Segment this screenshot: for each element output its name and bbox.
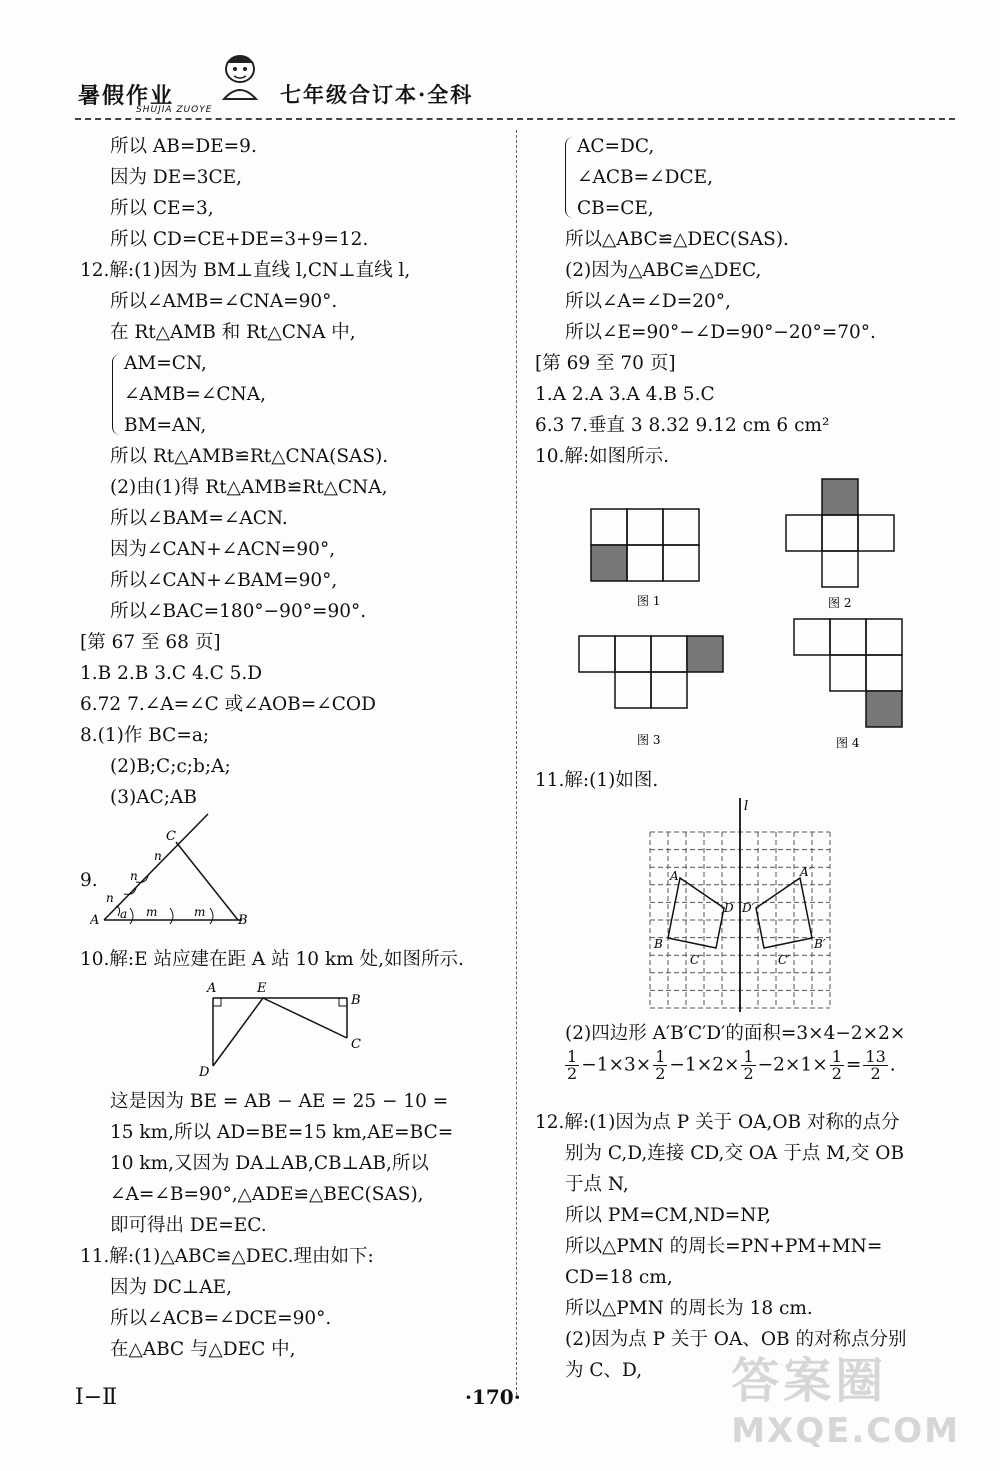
text-line: 所以∠A=∠D=20°, [565,291,731,312]
section-header: [第 67 至 68 页] [80,632,221,653]
figure-caption: 图 3 [637,733,661,747]
fraction-line: $\frac{1}{2}$ −1×3× $\frac{1}{2}$ −1×2× $\frac{1}{2}$ −2×1× $\frac{1}{2}$ = $\frac{13}{2}$ . [567,1047,896,1083]
vertex-c-label: C [166,829,176,844]
text-line: (3)AC;AB [110,787,197,808]
point-a-label: A [207,981,217,996]
question-8: 8.(1)作 BC=a; [80,725,210,746]
point-b-label: B [351,993,361,1008]
text-line: 所以∠BAM=∠ACN. [110,508,288,529]
text-line: 所以△PMN 的周长为 18 cm. [565,1298,813,1319]
question-10: 10.解:如图所示. [535,446,670,467]
text-line: 15 km,所以 AD=BE=15 km,AE=BC= [110,1122,454,1143]
text-line: CD=18 cm, [565,1267,673,1288]
area-expression [535,1018,955,1097]
section-header: [第 69 至 70 页] [535,353,676,374]
text-line: 所以∠ACB=∠DCE=90°. [110,1308,332,1329]
segment-n-label: n [154,849,162,863]
watermark [731,1342,960,1451]
text-line: 所以 Rt△AMB≌Rt△CNA(SAS). [110,446,389,467]
triangle-construction-figure [90,812,270,932]
point-b-prime-label: B′ [814,937,826,951]
text-line: 因为∠CAN+∠ACN=90°, [110,539,336,560]
vertex-b-label: B [238,913,248,928]
cube-net-figure-2 [782,475,912,615]
brace-group [80,348,500,441]
answer-row: 6.3 7.垂直 3 8.32 9.12 cm 6 cm² [535,415,830,436]
fraction: $\frac{1}{2}$ [743,1047,754,1083]
text-line: CB=CE, [577,198,654,219]
figure-caption: 图 1 [637,594,661,608]
text-line: BM=AN, [124,415,207,436]
brace-group [535,131,955,224]
segment-m-label: m [194,905,206,919]
question-10: 10.解:E 站应建在距 A 站 10 km 处,如图所示. [80,949,464,970]
watermark-text: 答案圈 [731,1353,888,1409]
mascot-icon [210,49,270,107]
brand-title: 暑假作业 [78,83,175,109]
header-rule [75,118,955,120]
text-line: 即可得出 DE=EC. [110,1215,267,1236]
vertex-a-label: A [90,913,100,928]
text-line: AM=CN, [124,353,207,374]
text-fragment: = [845,1054,862,1076]
text-line: (2)四边形 A′B′C′D′的面积=3×4−2×2× [565,1023,906,1044]
text-line: 所以△ABC≌△DEC(SAS). [565,229,789,250]
text-line: 因为 DC⊥AE, [110,1277,233,1298]
right-column [535,131,955,472]
text-line: (2)由(1)得 Rt△AMB≌Rt△CNA, [110,477,388,498]
question-12: 12.解:(1)因为 BM⊥直线 l,CN⊥直线 l, [80,260,411,281]
text-fragment: −2×1× [757,1054,828,1076]
cube-net-figure-4 [790,615,920,755]
text-line: AC=DC, [577,136,655,157]
point-a-label: A [670,869,679,883]
point-c-label: C [351,1037,361,1052]
fraction: $\frac{13}{2}$ [865,1047,886,1083]
fraction: $\frac{1}{2}$ [831,1047,842,1083]
point-c-prime-label: C′ [778,953,790,967]
text-line: 9. [80,870,98,891]
column-divider [516,130,517,1395]
text-fragment: −1×3× [581,1054,652,1076]
text-line: 所以∠E=90°−∠D=90°−20°=70°. [565,322,876,343]
point-c-label: C [690,953,700,967]
question-10-left [80,944,500,975]
segment-m-label: m [146,905,158,919]
text-line: 所以∠AMB=∠CNA=90°. [110,291,338,312]
figure-caption: 图 2 [828,596,852,610]
answer-row: 6.72 7.∠A=∠C 或∠AOB=∠COD [80,694,376,715]
watermark-url: MXQE.COM [731,1411,960,1451]
text-line: 为 C、D, [565,1360,643,1381]
book-subtitle: 七年级合订本·全科 [280,82,474,107]
question-11-right [535,765,658,796]
symmetry-grid-figure [640,798,840,1012]
answer-row: 1.A 2.A 3.A 4.B 5.C [535,384,715,405]
footer-volume: Ⅰ−Ⅱ [75,1385,118,1410]
text-line: 所以 CE=3, [110,198,214,219]
text-line: ∠ACB=∠DCE, [577,167,713,188]
page-header [70,55,950,115]
point-a-prime-label: A′ [800,865,812,879]
text-line: 因为 DE=3CE, [110,167,243,188]
point-d-label: D [724,901,734,915]
text-line: 所以∠BAC=180°−90°=90°. [110,601,367,622]
question-12: 12.解:(1)因为点 P 关于 OA,OB 对称的点分 [535,1112,900,1133]
cube-net-figure-1 [585,505,715,615]
text-line: ∠AMB=∠CNA, [124,384,266,405]
left-column [80,131,500,813]
page-number: ·170· [465,1385,521,1409]
station-figure [195,978,375,1080]
text-line: 这是因为 BE = AB − AE = 25 − 10 = [110,1091,449,1112]
text-fragment: −1×2× [669,1054,740,1076]
point-d-label: D [199,1065,210,1080]
text-line: 所以 AB=DE=9. [110,136,257,157]
text-line: 10 km,又因为 DA⊥AB,CB⊥AB,所以 [110,1153,429,1174]
fraction: $\frac{1}{2}$ [655,1047,666,1083]
text-line: 所以∠CAN+∠BAM=90°, [110,570,338,591]
text-line: 所以 CD=CE+DE=3+9=12. [110,229,369,250]
text-line: 于点 N, [565,1174,629,1195]
point-b-label: B [654,937,663,951]
question-11: 11.解:(1)如图. [535,770,659,791]
segment-n-label: n [130,869,138,883]
text-line: 别为 C,D,连接 CD,交 OA 于点 M,交 OB [565,1143,905,1164]
angle-a-label: a [120,907,128,921]
segment-n-label: n [106,891,114,905]
point-d-prime-label: D′ [742,901,755,915]
text-line: 所以 PM=CM,ND=NP, [565,1205,772,1226]
brand-subtitle: SHUJIA ZUOYE [136,105,213,115]
cube-net-figure-3 [575,632,725,752]
text-line: (2)因为△ABC≌△DEC, [565,260,762,281]
text-line: (2)因为点 P 关于 OA、OB 的对称点分别 [565,1329,907,1350]
left-column-lower [80,1086,500,1365]
answer-row: 1.B 2.B 3.C 4.C 5.D [80,663,263,684]
axis-l-label: l [744,799,749,814]
figure-caption: 图 4 [836,736,860,750]
text-line: 在 Rt△AMB 和 Rt△CNA 中, [110,322,356,343]
text-line: 所以△PMN 的周长=PN+PM+MN= [565,1236,883,1257]
fraction: $\frac{1}{2}$ [567,1047,578,1083]
text-line: (2)B;C;c;b;A; [110,756,231,777]
text-line: 在△ABC 与△DEC 中, [110,1339,296,1360]
text-line: ∠A=∠B=90°,△ADE≌△BEC(SAS), [110,1184,424,1205]
point-e-label: E [257,981,267,996]
question-11: 11.解:(1)△ABC≌△DEC.理由如下: [80,1246,374,1267]
